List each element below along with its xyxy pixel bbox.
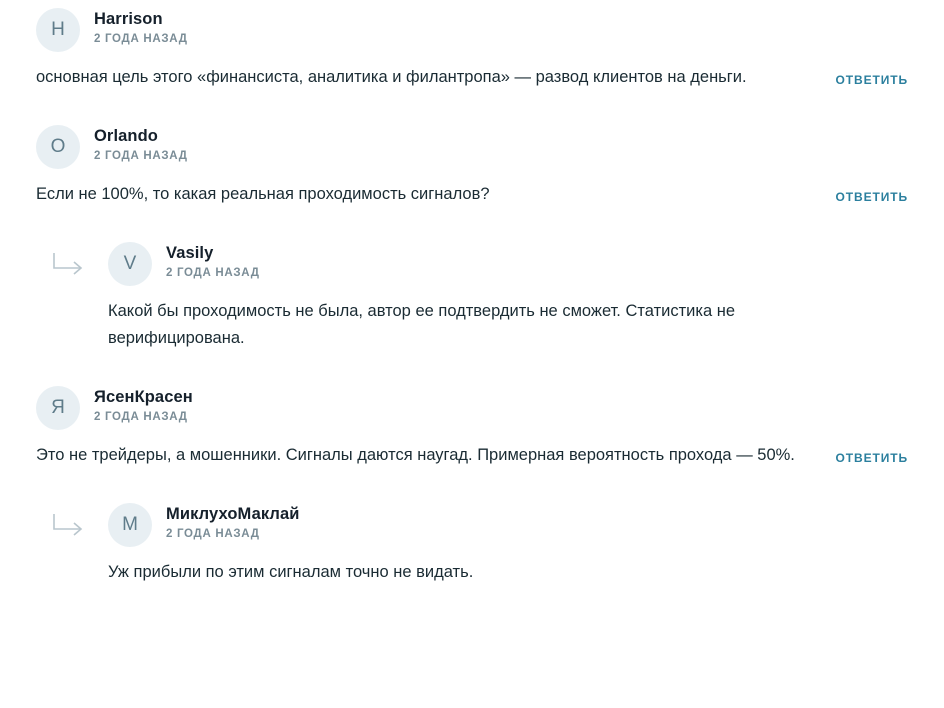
comment-item [0,0,944,91]
reply-arrow-icon [52,513,86,539]
comment-meta [166,503,300,540]
comment-item-reply [0,495,944,586]
avatar: V [108,242,152,286]
comment-author: МиклухоМаклай [166,505,300,523]
comment-body [36,169,908,208]
comment-header [36,8,908,52]
comment-body [36,430,908,469]
avatar: Я [36,386,80,430]
comment-item [0,378,944,469]
reply-arrow-icon [52,252,86,278]
comment-item [0,117,944,208]
comment-header [108,503,908,547]
comment-text: Это не трейдеры, а мошенники. Сигналы даются наугад. Примерная вероятность прохода — 50%. [36,446,795,464]
comment-body [108,286,908,352]
avatar: M [108,503,152,547]
avatar: H [36,8,80,52]
comment-date: 2 ГОДА НАЗАД [94,411,188,423]
comment-date: 2 ГОДА НАЗАД [166,267,260,279]
spacer [0,91,944,117]
comment-date: 2 ГОДА НАЗАД [166,528,260,540]
comment-meta [94,125,188,162]
comment-text: основная цель этого «финансиста, аналитика и филантропа» — развод клиентов на деньги. [36,68,747,86]
spacer [0,352,944,378]
comment-text: Какой бы проходимость не была, автор ее подтвердить не сможет. Статистика не верифицирована. [108,302,735,347]
comment-text: Уж прибыли по этим сигналам точно не видать. [108,563,474,581]
comment-item-reply [0,234,944,352]
comment-body [36,52,908,91]
comment-header [36,386,908,430]
comment-header [108,242,908,286]
reply-button[interactable]: ОТВЕТИТЬ [835,190,908,204]
comment-meta [166,242,260,279]
comment-author: Harrison [94,10,163,28]
comment-meta [94,8,188,45]
comment-author: Vasily [166,244,214,262]
comment-text: Если не 100%, то какая реальная проходимость сигналов? [36,185,490,203]
avatar: O [36,125,80,169]
comment-date: 2 ГОДА НАЗАД [94,33,188,45]
spacer [0,208,944,234]
comment-body [108,547,908,586]
reply-button[interactable]: ОТВЕТИТЬ [835,73,908,87]
reply-button[interactable]: ОТВЕТИТЬ [835,451,908,465]
comment-header [36,125,908,169]
comment-meta [94,386,193,423]
comment-date: 2 ГОДА НАЗАД [94,150,188,162]
spacer [0,469,944,495]
comment-author: ЯсенКрасен [94,388,193,406]
comment-author: Orlando [94,127,158,145]
